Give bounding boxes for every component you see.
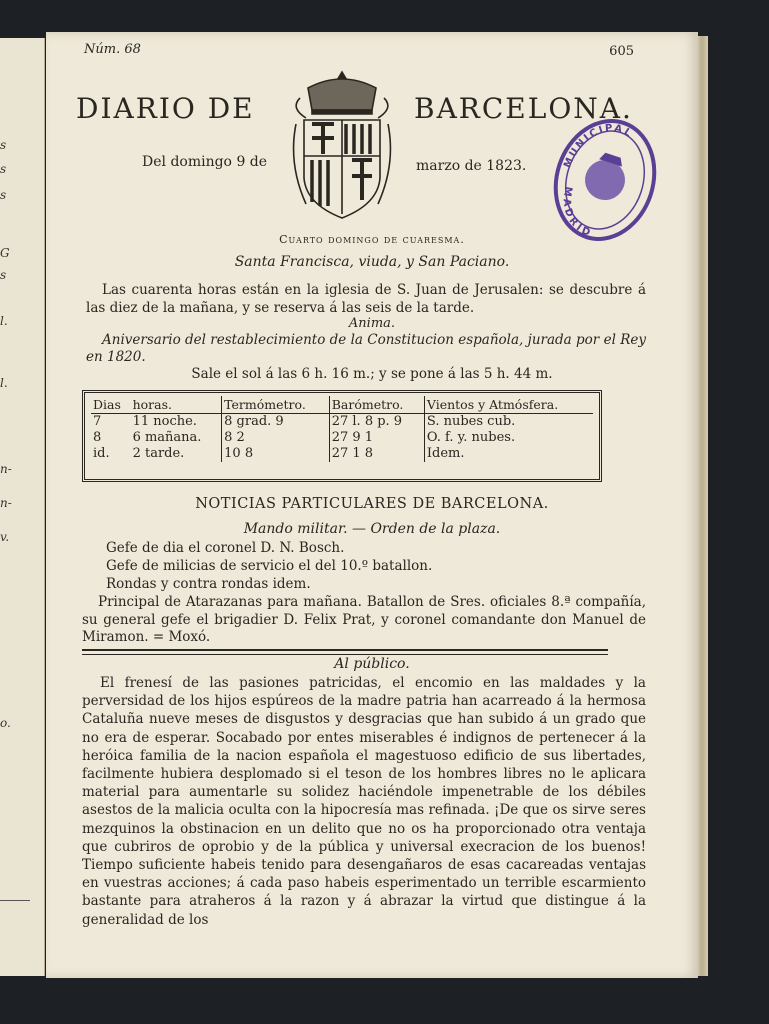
date-left: Del domingo 9 de: [142, 154, 268, 170]
cell-barometer: 27 l. 8 p. 9: [329, 414, 424, 431]
table-row: [91, 414, 593, 431]
library-stamp-icon: [546, 110, 664, 250]
margin-mark: v.: [0, 530, 10, 544]
forty-hours-notice: Las cuarenta horas están en la iglesia de S. Juan de Jerusalen: se descubre á las diez de la mañana, y se reserva á las seis de la tarde.: [86, 282, 646, 316]
section-heading-noticias: NOTICIAS PARTICULARES DE BARCELONA.: [195, 496, 549, 512]
weather-header-thermometer: Termómetro.: [222, 396, 330, 414]
weather-header-winds: Vientos y Atmósfera.: [424, 396, 593, 414]
table-row: [91, 446, 593, 462]
weather-header-hours: horas.: [131, 396, 222, 414]
cell-day: 8: [93, 430, 102, 445]
sunrise-sunset: Sale el sol á las 6 h. 16 m.; y se pone á las 5 h. 44 m.: [191, 366, 553, 382]
cell-day: id.: [93, 446, 110, 461]
weather-table: [82, 390, 602, 482]
margin-mark: s: [0, 188, 7, 202]
cell-winds: S. nubes cub.: [424, 414, 593, 431]
cell-winds: Idem.: [424, 446, 593, 462]
cell-hour: 2 tarde.: [132, 446, 185, 461]
saints-of-the-day: Santa Francisca, viuda, y San Paciano.: [234, 254, 510, 270]
page-number: 605: [609, 44, 634, 59]
date-right: marzo de 1823.: [416, 158, 527, 174]
margin-mark: n-: [0, 496, 12, 510]
anima-heading: Anima.: [348, 316, 396, 331]
left-page-marginalia: [0, 38, 40, 976]
cell-winds: O. f. y. nubes.: [424, 430, 593, 446]
newspaper-page: [46, 32, 698, 978]
weather-header-barometer: Barómetro.: [329, 396, 424, 414]
margin-mark: s: [0, 162, 7, 176]
cell-hour: 11 noche.: [132, 414, 197, 429]
issue-number: Núm. 68: [84, 42, 141, 57]
section-heading-publico: Al público.: [334, 656, 410, 672]
margin-mark: l.: [0, 314, 8, 328]
margin-mark: s: [0, 268, 7, 282]
cell-thermometer: 8 grad. 9: [222, 414, 330, 431]
margin-mark: n-: [0, 462, 12, 476]
masthead-title-right: BARCELONA.: [414, 92, 633, 125]
weather-header-days: Dias: [91, 396, 131, 414]
cell-barometer: 27 9 1: [329, 430, 424, 446]
liturgical-sunday: Cuarto domingo de cuaresma.: [279, 233, 465, 246]
margin-mark: s: [0, 138, 7, 152]
section-divider: [82, 649, 608, 655]
masthead-title-left: DIARIO DE: [76, 92, 255, 125]
margin-mark: o.: [0, 716, 11, 730]
cell-day: 7: [93, 414, 102, 429]
cell-barometer: 27 1 8: [329, 446, 424, 462]
subheading-mando-militar: Mando militar. — Orden de la plaza.: [243, 521, 501, 537]
barcelona-coat-of-arms-icon: [282, 64, 402, 224]
list-item: Rondas y contra rondas idem.: [106, 576, 311, 592]
cell-thermometer: 10 8: [222, 446, 330, 462]
anniversary-notice: Aniversario del restablecimiento de la Constitucion española, jurada por el Rey en 1820.: [86, 332, 646, 365]
table-row: [91, 430, 593, 446]
left-facing-page: [0, 38, 45, 976]
cell-hour: 6 mañana.: [132, 430, 202, 445]
list-item: Gefe de milicias de servicio el del 10.º batallon.: [106, 558, 433, 574]
list-item: Gefe de dia el coronel D. N. Bosch.: [106, 540, 345, 556]
margin-rule: [0, 900, 30, 901]
margin-mark: l.: [0, 376, 8, 390]
article-body: El frenesí de las pasiones patricidas, el encomio en las maldades y la perversidad de los hijos espúreos de la madre patria han acarreado á la hermosa Cataluña nueve meses de disgustos y desgracias que han subido á un grado que no era de esperar. Socabado por entes miserables é indignos de pertenecer á la heróica familia de la nacion española el magestuoso edificio de sus libertades, facilmente hubiera desplomado si el teson de los hombres libres no le aplicara material para aumentarle su solidez haciéndole impenetrable de los débiles asestos de la malicia oculta con la hipocresía mas refinada. ¡De que os sirve seres mezquinos la obstinacion en un delito que no os ha proporcionado otra ventaja que cubriros de oprobio y de la pública y universal execracion de los buenos! Tiempo suficiente habeis tenido para desengañaros de esas cacareadas ventajas en vuestras acciones; á cada paso habeis esperimentado un terrible escarmiento bastante para atraheros á la razon y á abrazar la virtud que distingue á la generalidad de los: [82, 675, 646, 928]
cell-thermometer: 8 2: [222, 430, 330, 446]
principal-order: Principal de Atarazanas para mañana. Batallon de Sres. oficiales 8.ª compañía, su general gefe el brigadier D. Felix Prat, y coronel comandante don Manuel de Miramon. = Moxó.: [82, 594, 646, 645]
stamp-text-bottom: MADRID: [560, 185, 595, 240]
stamp-text-top: MUNICIPAL: [562, 122, 635, 170]
margin-mark: G: [0, 246, 10, 260]
